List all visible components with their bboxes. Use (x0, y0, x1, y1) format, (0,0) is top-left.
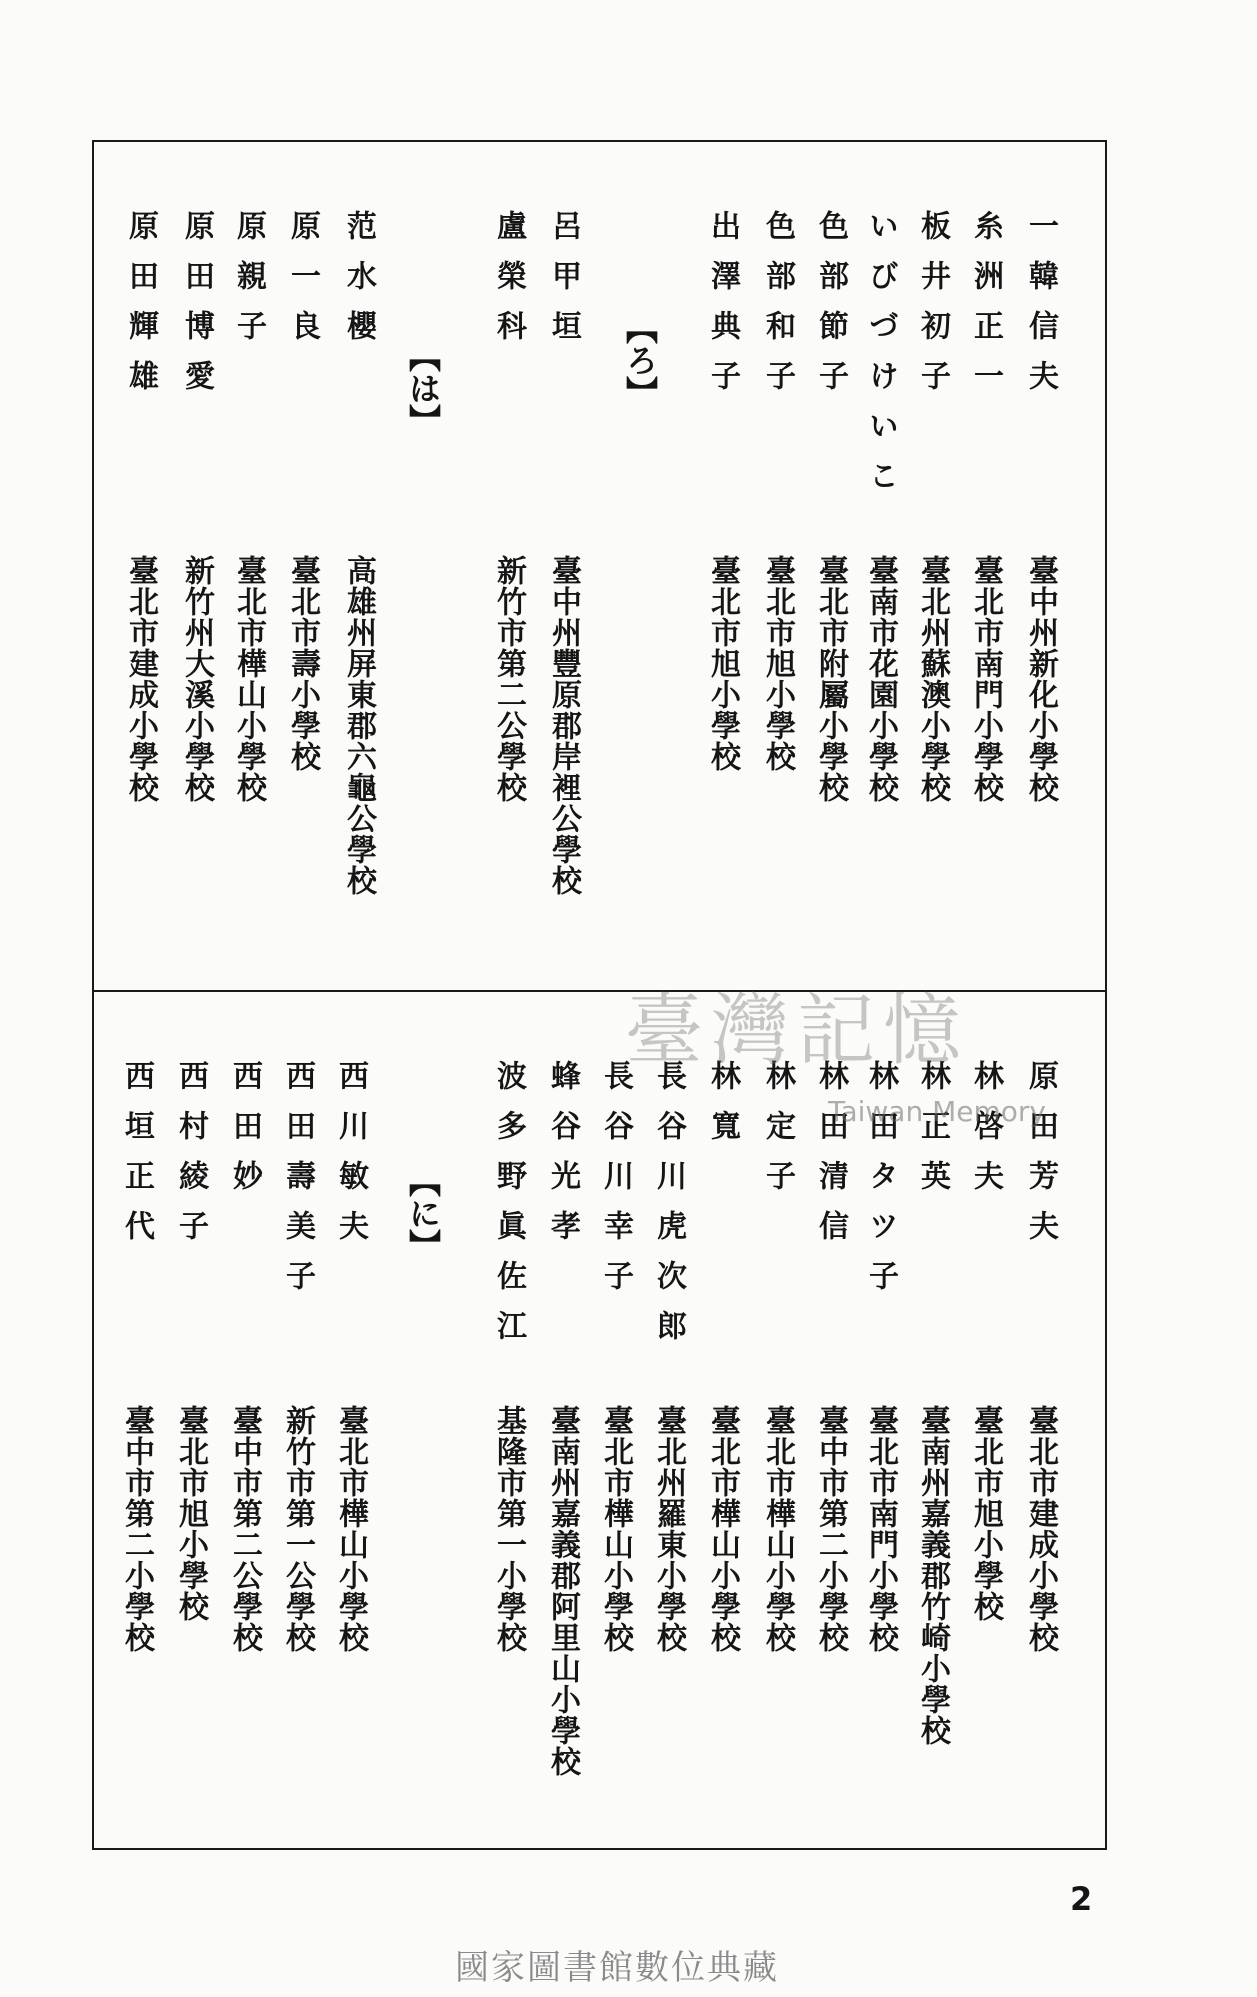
entry-school: 臺北州蘇澳小學校 (915, 555, 950, 803)
entry-school: 新竹州大溪小學校 (179, 555, 214, 803)
entry-name: 盧榮科 (491, 210, 526, 360)
entry-name: 長谷川虎次郎 (651, 1060, 686, 1360)
entry-school: 臺北市壽小學校 (285, 555, 320, 772)
entry-name: 糸洲正一 (968, 210, 1003, 410)
entry-name: 原田博愛 (179, 210, 214, 410)
section-heading: 【は】 (404, 340, 442, 436)
footer-credit: 國家圖書館數位典藏 (455, 1948, 779, 1988)
entry-name: 長谷川幸子 (598, 1060, 633, 1310)
entry-name: 范水櫻 (341, 210, 376, 360)
entry-school: 臺北市旭小學校 (705, 555, 740, 772)
entry-name: いびづけいこ (863, 210, 898, 510)
section-heading: 【に】 (404, 1165, 442, 1261)
entry-school: 臺北市樺山小學校 (705, 1405, 740, 1653)
entry-school: 新竹市第二公學校 (491, 555, 526, 803)
entry-school: 臺北市樺山小學校 (333, 1405, 368, 1653)
entry-school: 臺北市旭小學校 (968, 1405, 1003, 1622)
section-heading: 【ろ】 (621, 312, 659, 408)
entry-name: 原田輝雄 (123, 210, 158, 410)
entry-name: 西村綾子 (173, 1060, 208, 1260)
entry-school: 臺中州新化小學校 (1023, 555, 1058, 803)
entry-name: 波多野眞佐江 (491, 1060, 526, 1360)
entry-name: 林定子 (760, 1060, 795, 1210)
entry-name: 原親子 (231, 210, 266, 360)
entry-name: 西田妙 (227, 1060, 262, 1210)
entry-name: 林田清信 (813, 1060, 848, 1260)
entry-school: 臺南市花園小學校 (863, 555, 898, 803)
entry-name: 一韓信夫 (1023, 210, 1058, 410)
entry-name: 林田タツ子 (863, 1060, 898, 1310)
entry-name: 蜂谷光孝 (545, 1060, 580, 1260)
entry-name: 板井初子 (915, 210, 950, 410)
entry-school: 臺南州嘉義郡阿里山小學校 (545, 1405, 580, 1777)
entry-name: 西田壽美子 (280, 1060, 315, 1310)
entry-school: 臺中市第二小學校 (813, 1405, 848, 1653)
entry-school: 基隆市第一小學校 (491, 1405, 526, 1653)
entry-name: 出澤典子 (705, 210, 740, 410)
entry-name: 西垣正代 (119, 1060, 154, 1260)
entry-name: 林正英 (915, 1060, 950, 1210)
entry-school: 臺北市旭小學校 (173, 1405, 208, 1622)
entry-school: 臺北市南門小學校 (968, 555, 1003, 803)
entry-school: 臺北州羅東小學校 (651, 1405, 686, 1653)
entry-school: 臺北市建成小學校 (123, 555, 158, 803)
page-number: 2 (1070, 1880, 1093, 1918)
watermark-logo: 臺灣記憶 (625, 986, 970, 1076)
entry-name: 林啓夫 (968, 1060, 1003, 1210)
entry-school: 臺北市樺山小學校 (598, 1405, 633, 1653)
entry-school: 臺北市樺山小學校 (760, 1405, 795, 1653)
entry-name: 林寬 (705, 1060, 740, 1160)
entry-name: 色部和子 (760, 210, 795, 410)
entry-name: 色部節子 (813, 210, 848, 410)
entry-school: 臺北市旭小學校 (760, 555, 795, 772)
entry-name: 原一良 (285, 210, 320, 360)
entry-school: 臺北市附屬小學校 (813, 555, 848, 803)
entry-school: 臺中市第二小學校 (119, 1405, 154, 1653)
entry-name: 西川敏夫 (333, 1060, 368, 1260)
entry-school: 臺北市樺山小學校 (231, 555, 266, 803)
entry-school: 臺中市第二公學校 (227, 1405, 262, 1653)
entry-school: 新竹市第一公學校 (280, 1405, 315, 1653)
entry-school: 臺中州豐原郡岸裡公學校 (546, 555, 581, 896)
entry-school: 臺北市建成小學校 (1023, 1405, 1058, 1653)
entry-school: 高雄州屏東郡六龜公學校 (341, 555, 376, 896)
entry-name: 呂甲垣 (546, 210, 581, 360)
entry-name: 原田芳夫 (1023, 1060, 1058, 1260)
watermark-subtitle: Taiwan Memory (828, 1095, 1046, 1128)
entry-school: 臺南州嘉義郡竹崎小學校 (915, 1405, 950, 1746)
entry-school: 臺北市南門小學校 (863, 1405, 898, 1653)
